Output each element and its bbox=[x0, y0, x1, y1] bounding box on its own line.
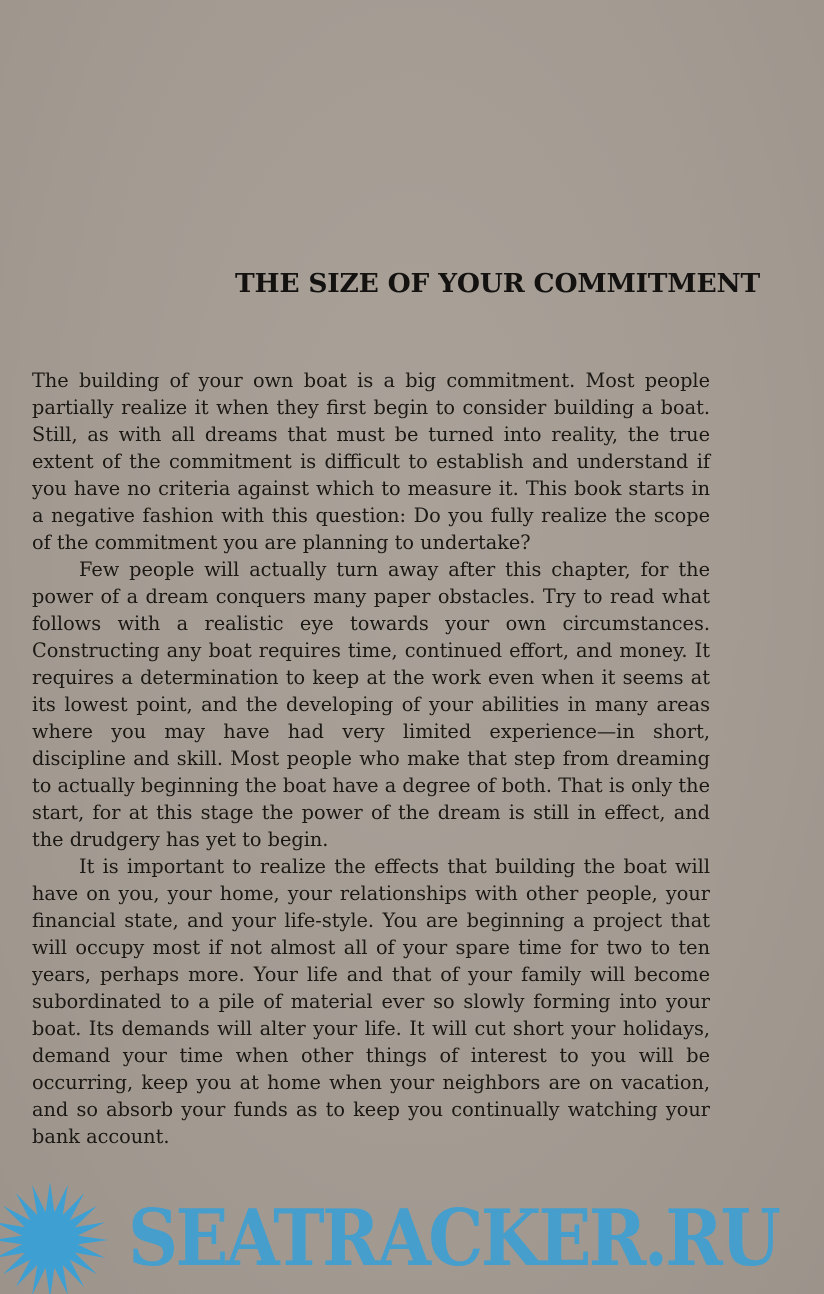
chapter-body bbox=[32, 367, 710, 1150]
paragraph-3: It is important to realize the effects that building the boat will have on you, your home, your relationships with other people, your financial state, and your life-style. You are beginning a project that will occupy most if not almost all of your spare time for two to ten years, perhaps more. Your life and that of your family will become subordinated to a pile of material ever so slowly forming into your boat. Its demands will alter your life. It will cut short your holidays, demand your time when other things of interest to you will be occurring, keep you at home when your neighbors are on vacation, and so absorb your funds as to keep you continually watching your bank account. bbox=[32, 855, 710, 1148]
sun-icon bbox=[0, 1178, 128, 1294]
chapter-title: THE SIZE OF YOUR COMMITMENT bbox=[234, 267, 760, 299]
watermark bbox=[0, 1178, 824, 1294]
paragraph-2: Few people will actually turn away after this chapter, for the power of a dream conquers many paper obstacles. Try to read what follows with a realistic eye towards your own circumstances. Constructing any boat requires time, continued effort, and money. It requires a determination to keep at the work even when it seems at its lowest point, and the developing of your abilities in many areas where you may have had very limited experience—in short, discipline and skill. Most people who make that step from dreaming to actually beginning the boat have a degree of both. That is only the start, for at this stage the power of the dream is still in effect, and the drudgery has yet to begin. bbox=[32, 558, 710, 851]
watermark-text: SEATRACKER.RU bbox=[128, 1193, 779, 1284]
paragraph-1: The building of your own boat is a big commitment. Most people partially realize it when they first begin to consider building a boat. Still, as with all dreams that must be turned into reality, the true extent of the commitment is difficult to establish and understand if you have no criteria against which to measure it. This book starts in a negative fashion with this question: Do you fully realize the scope of the commitment you are planning to undertake? bbox=[32, 369, 710, 554]
